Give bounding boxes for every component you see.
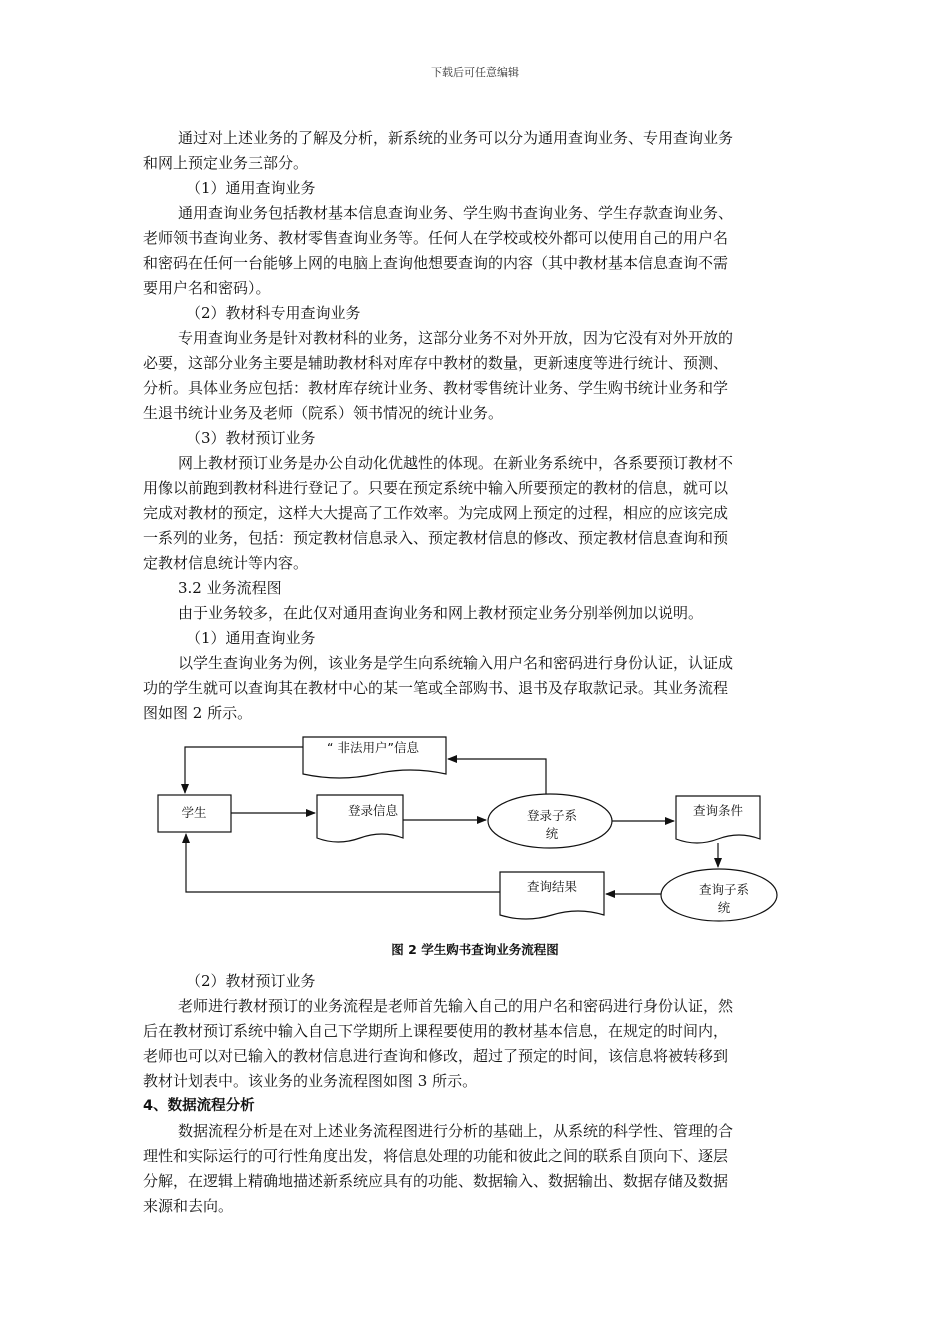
illegal-user-label: “ 非法用户”信息 (327, 740, 419, 755)
arrow-query-result-to-student (186, 834, 500, 892)
query-condition-label: 查询条件 (692, 803, 744, 818)
section-heading-3-2: 3.2 业务流程图 (178, 579, 282, 597)
paragraph-line: 网上教材预订业务是办公自动化优越性的体现。在新业务系统中，各系要预订教材不 (178, 454, 734, 472)
login-subsystem-label-1: 登录子系 (526, 808, 578, 823)
query-subsystem-label-1: 查询子系 (698, 882, 750, 897)
paragraph-line: 要用户名和密码）。 (143, 279, 271, 297)
paragraph-line: 专用查询业务是针对教材科的业务，这部分业务不对外开放，因为它没有对外开放的 (178, 329, 734, 347)
login-subsystem-label-2: 统 (545, 826, 559, 841)
paragraph-line: 通用查询业务包括教材基本信息查询业务、学生购书查询业务、学生存款查询业务、 (178, 204, 734, 222)
paragraph-line: 和网上预定业务三部分。 (143, 154, 309, 172)
paragraph-line: 理性和实际运行的可行性角度出发，将信息处理的功能和彼此之间的联系自顶向下、逐层 (143, 1147, 729, 1165)
subheading-textbook-order: （3）教材预订业务 (186, 429, 316, 447)
paragraph-line: 由于业务较多，在此仅对通用查询业务和网上教材预定业务分别举例加以说明。 (178, 604, 704, 622)
query-result-label: 查询结果 (526, 879, 578, 894)
page-header-note: 下载后可任意编辑 (431, 66, 519, 79)
paragraph-line: 教材计划表中。该业务的业务流程图如图 3 所示。 (143, 1072, 478, 1090)
paragraph-line: 数据流程分析是在对上述业务流程图进行分析的基础上，从系统的科学性、管理的合 (178, 1122, 734, 1140)
paragraph-line: 以学生查询业务为例，该业务是学生向系统输入用户名和密码进行身份认证，认证成 (178, 654, 734, 672)
paragraph-line: 完成对教材的预定，这样大大提高了工作效率。为完成网上预定的过程，相应的应该完成 (143, 504, 729, 522)
subheading-special-query: （2）教材科专用查询业务 (186, 304, 361, 322)
paragraph-line: 后在教材预订系统中输入自己下学期所上课程要使用的教材基本信息，在规定的时间内， (143, 1022, 729, 1040)
paragraph-line: 分解，在逻辑上精确地描述新系统应具有的功能、数据输入、数据输出、数据存储及数据 (143, 1172, 729, 1190)
paragraph-line: 来源和去向。 (143, 1197, 234, 1215)
paragraph-line: 图如图 2 所示。 (143, 704, 253, 722)
arrow-illegal-user-to-student (185, 747, 303, 793)
paragraph-line: 和密码在任何一台能够上网的电脑上查询他想要查询的内容（其中教材基本信息查询不需 (143, 254, 729, 272)
paragraph-line: 定教材信息统计等内容。 (143, 554, 309, 572)
paragraph-line: 老师进行教材预订的业务流程是老师首先输入自己的用户名和密码进行身份认证，然 (178, 997, 734, 1015)
subheading-general-query: （1）通用查询业务 (186, 179, 316, 197)
subheading-textbook-order-2: （2）教材预订业务 (186, 972, 316, 990)
paragraph-line: 生退书统计业务及老师（院系）领书情况的统计业务。 (143, 404, 504, 422)
paragraph-line: 老师领书查询业务、教材零售查询业务等。任何人在学校或校外都可以使用自己的用户名 (143, 229, 729, 247)
student-label: 学生 (181, 805, 207, 820)
paragraph-line: 分析。具体业务应包括：教材库存统计业务、教材零售统计业务、学生购书统计业务和学 (143, 379, 729, 397)
section-heading-4: 4、数据流程分析 (143, 1098, 255, 1114)
arrow-login-subsystem-to-illegal-user (448, 759, 546, 794)
figure-caption: 图 2 学生购书查询业务流程图 (391, 942, 559, 957)
query-subsystem-label-2: 统 (717, 900, 731, 915)
login-info-label: 登录信息 (347, 803, 399, 818)
paragraph-line: 一系列的业务，包括：预定教材信息录入、预定教材信息的修改、预定教材信息查询和预 (143, 529, 729, 547)
paragraph-line: 功的学生就可以查询其在教材中心的某一笔或全部购书、退书及存取款记录。其业务流程 (143, 679, 729, 697)
paragraph-line: 用像以前跑到教材科进行登记了。只要在预定系统中输入所要预定的教材的信息，就可以 (143, 479, 729, 497)
paragraph-line: 老师也可以对已输入的教材信息进行查询和修改，超过了预定的时间，该信息将被转移到 (143, 1047, 729, 1065)
paragraph-line: 通过对上述业务的了解及分析，新系统的业务可以分为通用查询业务、专用查询业务 (178, 129, 734, 147)
paragraph-line: 必要，这部分业务主要是辅助教材科对库存中教材的数量，更新速度等进行统计、预测、 (143, 354, 729, 372)
subheading-general-query-2: （1）通用查询业务 (186, 629, 316, 647)
